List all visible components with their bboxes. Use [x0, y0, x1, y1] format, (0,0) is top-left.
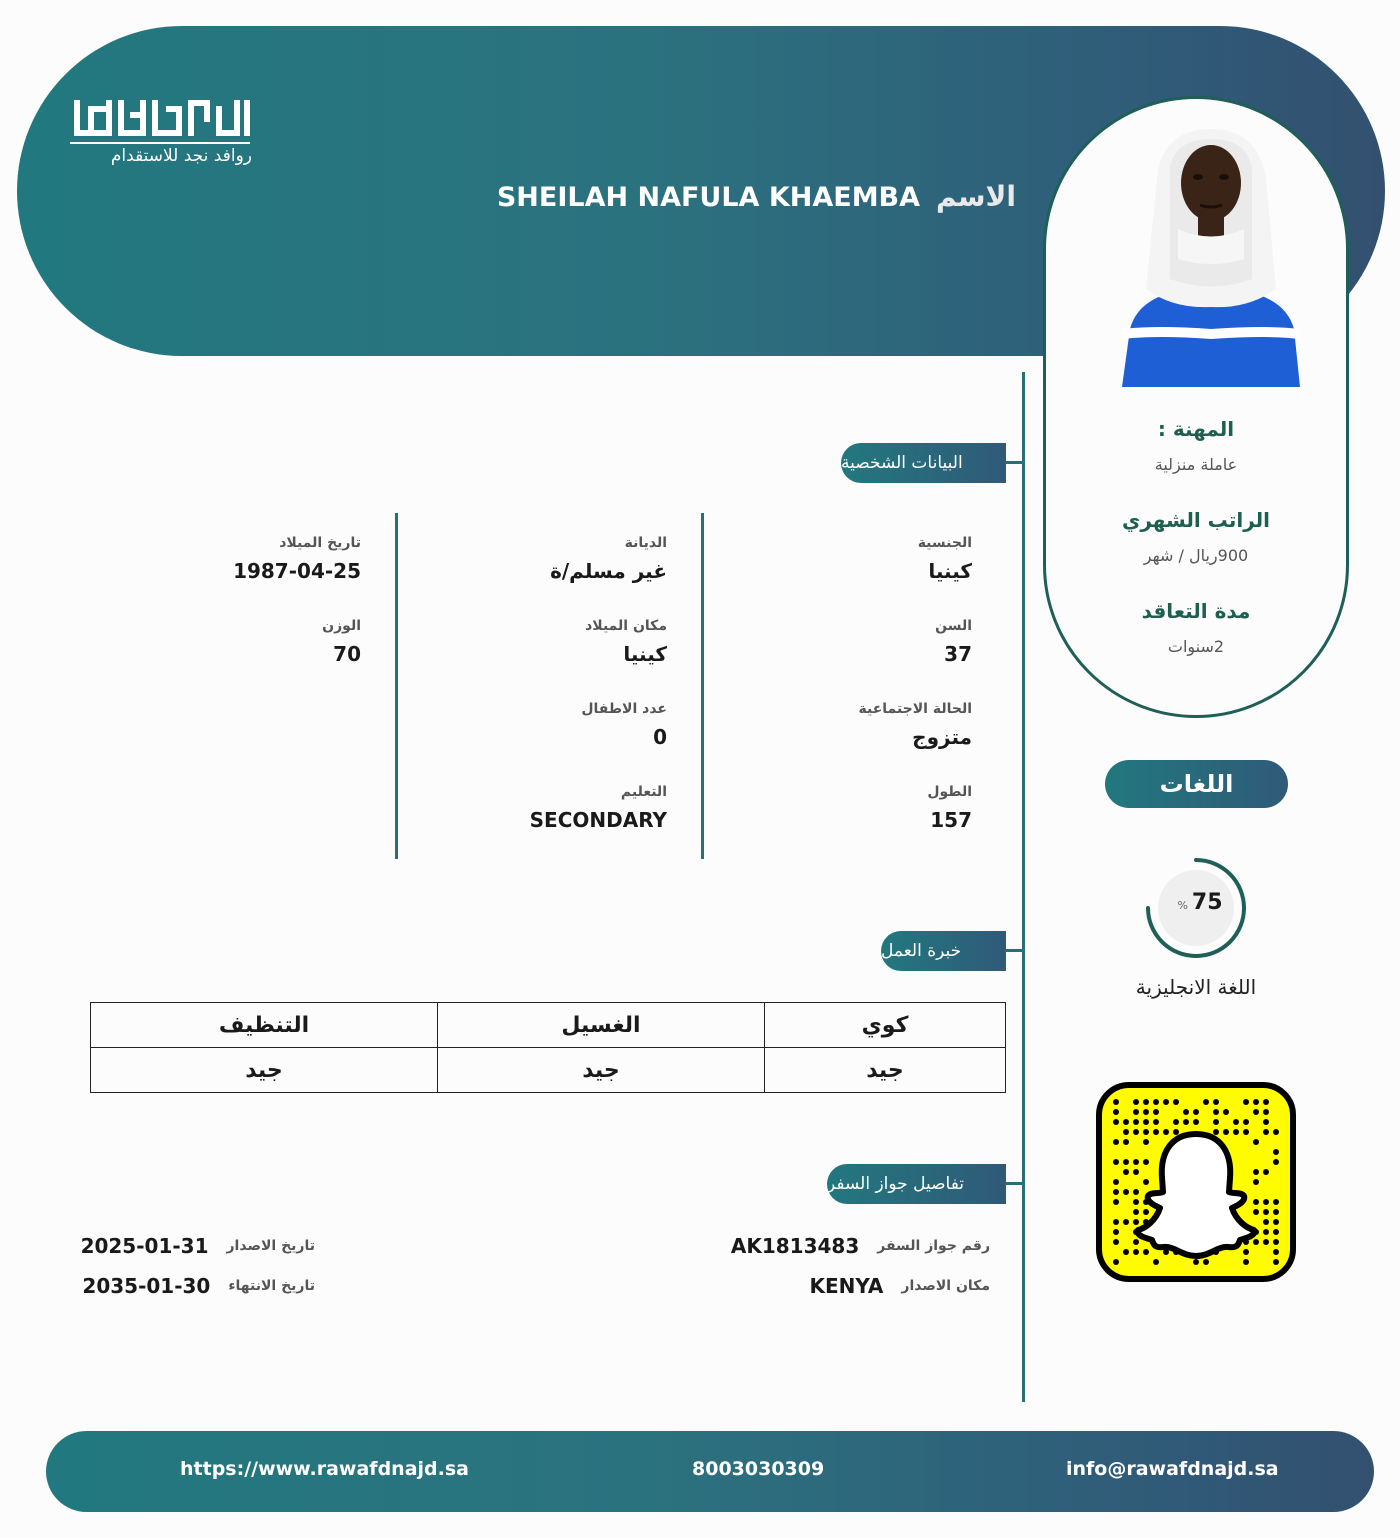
snapcode-dot: [1153, 1119, 1159, 1125]
snapcode-dot: [1113, 1219, 1119, 1225]
passport-number-value: AK1813483: [730, 1234, 860, 1258]
table-header-washing: الغسيل: [438, 1003, 765, 1048]
contract-label: مدة التعاقد: [1141, 599, 1251, 623]
table-cell: جيد: [765, 1048, 1006, 1093]
column-divider: [701, 513, 704, 859]
snapcode-dot: [1223, 1109, 1229, 1115]
snapcode-dot: [1193, 1259, 1199, 1265]
snapcode-dot: [1123, 1159, 1129, 1165]
snapcode-dot: [1253, 1239, 1259, 1245]
passport-number-row: [731, 1234, 990, 1258]
snapcode-dot: [1273, 1229, 1279, 1235]
snapcode-dot: [1243, 1249, 1249, 1255]
snapcode-dot: [1113, 1159, 1119, 1165]
snapchat-snapcode[interactable]: [1096, 1082, 1296, 1282]
table-row: [91, 1048, 1006, 1093]
snapcode-dot: [1263, 1229, 1269, 1235]
name-row: [497, 180, 1016, 213]
passport-number-label: رقم جواز السفر: [877, 1238, 990, 1254]
profession-label: المهنة :: [1157, 417, 1235, 441]
snapcode-dot: [1133, 1249, 1139, 1255]
issue-place-row: [809, 1274, 990, 1298]
worker-photo: [1118, 129, 1304, 387]
snapcode-dot: [1203, 1099, 1209, 1105]
snapcode-dot: [1183, 1109, 1189, 1115]
expiry-date-value: 2035-01-30: [82, 1274, 211, 1298]
snapcode-dot: [1253, 1209, 1259, 1215]
snapcode-dot: [1133, 1099, 1139, 1105]
table-row: [91, 1003, 1006, 1048]
snapcode-dot: [1133, 1159, 1139, 1165]
snapcode-dot: [1173, 1129, 1179, 1135]
snapcode-dot: [1253, 1099, 1259, 1105]
expiry-date-row: [82, 1274, 315, 1298]
snapcode-dot: [1243, 1129, 1249, 1135]
snapcode-dot: [1133, 1189, 1139, 1195]
profession-block: [1046, 417, 1346, 474]
experience-table: [90, 1002, 1006, 1093]
age-field: السن 37: [935, 618, 972, 666]
snapcode-dot: [1143, 1099, 1149, 1105]
snapcode-dot: [1213, 1109, 1219, 1115]
snapcode-dot: [1263, 1129, 1269, 1135]
snapcode-dot: [1193, 1109, 1199, 1115]
snapcode-dot: [1273, 1219, 1279, 1225]
snapcode-dot: [1263, 1219, 1269, 1225]
footer-phone[interactable]: 8003030309: [692, 1458, 825, 1480]
snapcode-dot: [1133, 1109, 1139, 1115]
snapcode-dot: [1113, 1189, 1119, 1195]
snapcode-dot: [1233, 1119, 1239, 1125]
snapcode-dot: [1153, 1129, 1159, 1135]
table-header-cleaning: التنظيف: [91, 1003, 438, 1048]
snapcode-dot: [1273, 1129, 1279, 1135]
snapcode-dot: [1173, 1119, 1179, 1125]
snapcode-dot: [1113, 1259, 1119, 1265]
snapcode-dot: [1273, 1249, 1279, 1255]
passport-section-title: تفاصيل جواز السفر: [827, 1164, 1006, 1204]
snapcode-dot: [1143, 1129, 1149, 1135]
marital-status-field: الحالة الاجتماعية متزوج: [858, 701, 972, 749]
snapcode-dot: [1273, 1209, 1279, 1215]
snapcode-dot: [1113, 1229, 1119, 1235]
language-name: اللغة الانجليزية: [1135, 975, 1257, 999]
snapcode-dot: [1113, 1179, 1119, 1185]
section-tick: [1005, 461, 1023, 464]
percent-sign: %: [1177, 899, 1188, 912]
snapcode-dot: [1133, 1119, 1139, 1125]
snapcode-dot: [1263, 1119, 1269, 1125]
snapcode-dot: [1223, 1129, 1229, 1135]
gauge-readout: [1170, 890, 1230, 915]
nationality-field: الجنسية كينيا: [917, 535, 972, 583]
experience-section-title: خبرة العمل: [881, 931, 1006, 971]
snapcode-dot: [1153, 1259, 1159, 1265]
issue-date-label: تاريخ الاصدار: [226, 1238, 315, 1254]
snapcode-dot: [1243, 1119, 1249, 1125]
contract-value: 2سنوات: [1167, 637, 1225, 656]
height-field: الطول 157: [927, 784, 972, 832]
snapcode-dot: [1243, 1259, 1249, 1265]
religion-field: الديانة غير مسلم/ة: [550, 535, 667, 583]
snapcode-dot: [1203, 1259, 1209, 1265]
snapcode-dot: [1133, 1239, 1139, 1245]
snapcode-dot: [1123, 1219, 1129, 1225]
salary-label: الراتب الشهري: [1122, 508, 1270, 532]
snapcode-dot: [1253, 1169, 1259, 1175]
snapcode-dot: [1153, 1109, 1159, 1115]
snapcode-dot: [1133, 1219, 1139, 1225]
snapcode-dot: [1123, 1169, 1129, 1175]
snapcode-dot: [1113, 1099, 1119, 1105]
snapcode-dot: [1163, 1099, 1169, 1105]
snapcode-dot: [1213, 1099, 1219, 1105]
snapcode-dot: [1123, 1249, 1129, 1255]
footer-website[interactable]: https://www.rawafdnajd.sa: [180, 1458, 469, 1480]
snapcode-dot: [1263, 1169, 1269, 1175]
language-percent: 75: [1191, 890, 1223, 915]
expiry-date-label: تاريخ الانتهاء: [228, 1278, 315, 1294]
snapcode-dot: [1143, 1249, 1149, 1255]
snapcode-dot: [1253, 1109, 1259, 1115]
issue-date-value: 2025-01-31: [80, 1234, 209, 1258]
name-value: SHEILAH NAFULA KHAEMBA: [496, 182, 921, 213]
snapcode-dot: [1193, 1119, 1199, 1125]
snapcode-dot: [1273, 1159, 1279, 1165]
children-field: عدد الاطفال 0: [581, 701, 667, 749]
issue-place-label: مكان الاصدار: [901, 1278, 990, 1294]
name-label: الاسم: [936, 180, 1016, 213]
personal-section-title: البيانات الشخصية: [841, 443, 1006, 483]
snapcode-dot: [1113, 1239, 1119, 1245]
snapcode-dot: [1113, 1119, 1119, 1125]
snapcode-dot: [1253, 1179, 1259, 1185]
languages-title: اللغات: [1105, 760, 1288, 808]
snapcode-dot: [1123, 1139, 1129, 1145]
snapcode-dot: [1143, 1179, 1149, 1185]
snapcode-dot: [1263, 1209, 1269, 1215]
snapcode-dot: [1133, 1199, 1139, 1205]
snapcode-dot: [1273, 1149, 1279, 1155]
snapcode-dot: [1263, 1199, 1269, 1205]
salary-block: [1046, 508, 1346, 565]
snapcode-dot: [1113, 1139, 1119, 1145]
table-cell: جيد: [438, 1048, 765, 1093]
snapcode-dot: [1123, 1119, 1129, 1125]
snapcode-dot: [1213, 1119, 1219, 1125]
snapcode-dot: [1163, 1129, 1169, 1135]
snapcode-dot: [1243, 1099, 1249, 1105]
snapcode-dot: [1273, 1239, 1279, 1245]
snapcode-dot: [1183, 1119, 1189, 1125]
issue-date-row: [81, 1234, 315, 1258]
main-divider: [1022, 372, 1025, 1402]
snapcode-dot: [1143, 1209, 1149, 1215]
snapcode-dot: [1273, 1259, 1279, 1265]
snapcode-dot: [1143, 1109, 1149, 1115]
table-header-ironing: كوي: [765, 1003, 1006, 1048]
birthplace-field: مكان الميلاد كينيا: [585, 618, 667, 666]
profile-card: [1043, 96, 1349, 718]
snapcode-dot: [1133, 1129, 1139, 1135]
snapcode-dot: [1123, 1129, 1129, 1135]
salary-value: 900ريال / شهر: [1143, 546, 1249, 565]
section-tick: [1005, 1182, 1023, 1185]
snapcode-dot: [1153, 1099, 1159, 1105]
education-field: التعليم SECONDARY: [529, 784, 667, 832]
snapcode-dot: [1253, 1199, 1259, 1205]
snapcode-dot: [1143, 1119, 1149, 1125]
snapcode-dot: [1133, 1209, 1139, 1215]
weight-field: الوزن 70: [322, 618, 361, 666]
snapcode-dot: [1253, 1139, 1259, 1145]
snapcode-dot: [1133, 1169, 1139, 1175]
snapcode-dot: [1113, 1109, 1119, 1115]
issue-place-value: KENYA: [809, 1274, 884, 1298]
column-divider: [395, 513, 398, 859]
snapcode-dot: [1263, 1109, 1269, 1115]
snapcode-dot: [1113, 1199, 1119, 1205]
snapcode-dot: [1233, 1129, 1239, 1135]
section-tick: [1005, 949, 1023, 952]
snapcode-dot: [1263, 1239, 1269, 1245]
snapcode-dot: [1123, 1189, 1129, 1195]
snapcode-dot: [1143, 1159, 1149, 1165]
snapcode-dot: [1173, 1099, 1179, 1105]
logo-caption: روافد نجد للاستقدام: [110, 146, 252, 166]
snapcode-dot: [1273, 1199, 1279, 1205]
snapcode-dot: [1263, 1099, 1269, 1105]
snapcode-dot: [1213, 1129, 1219, 1135]
footer-email[interactable]: info@rawafdnajd.sa: [1066, 1458, 1279, 1480]
table-cell: جيد: [91, 1048, 438, 1093]
contract-block: [1046, 599, 1346, 656]
birthdate-field: تاريخ الميلاد 1987-04-25: [233, 535, 361, 583]
profession-value: عاملة منزلية: [1154, 455, 1238, 474]
snapcode-dot: [1143, 1139, 1149, 1145]
